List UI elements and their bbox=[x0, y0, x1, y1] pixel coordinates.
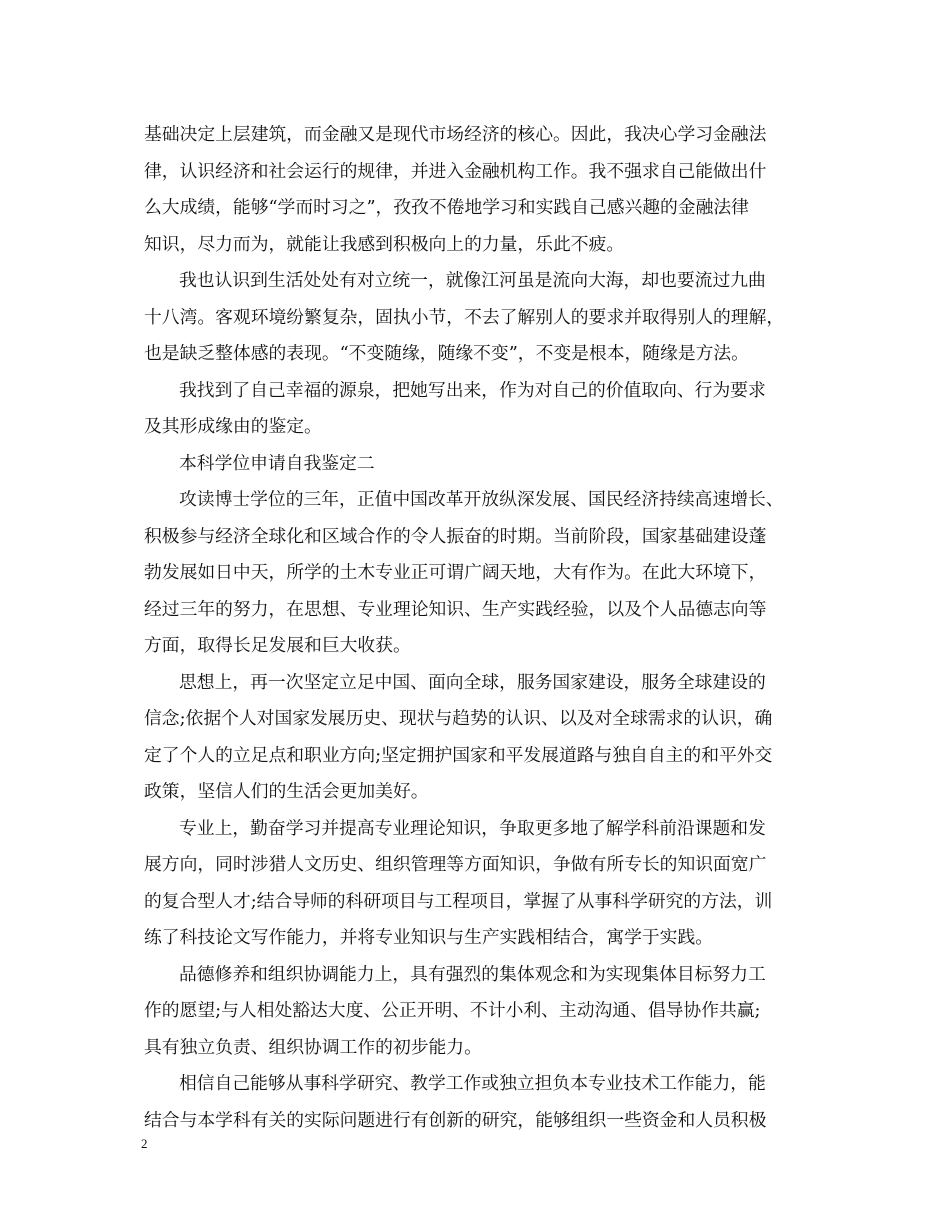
text-line: 积极参与经济全球化和区域合作的令人振奋的时期。当前阶段，国家基础建设蓬 bbox=[144, 525, 767, 547]
text-line: 定了个人的立足点和职业方向;坚定拥护国家和平发展道路与独自自主的和平外交 bbox=[144, 744, 773, 766]
text-line: 我找到了自己幸福的源泉，把她写出来，作为对自己的价值取向、行为要求 bbox=[179, 379, 766, 401]
text-line: 思想上，再一次坚定立足中国、面向全球，服务国家建设，服务全球建设的 bbox=[179, 671, 766, 693]
text-line: 也是缺乏整体感的表现。“不变随缘，随缘不变”，不变是根本，随缘是方法。 bbox=[144, 343, 749, 364]
text-line: 的复合型人才;结合导师的科研项目与工程项目，掌握了从事科学研究的方法，训 bbox=[144, 890, 773, 912]
text-line: 政策，坚信人们的生活会更加美好。 bbox=[144, 781, 429, 802]
text-line: 专业上，勤奋学习并提高专业理论知识，争取更多地了解学科前沿课题和发 bbox=[179, 817, 766, 839]
text-line: 攻读博士学位的三年，正值中国改革开放纵深发展、国民经济持续高速增长、 bbox=[179, 489, 784, 510]
text-line: 品德修养和组织协调能力上，具有强烈的集体观念和为实现集体目标努力工 bbox=[179, 963, 766, 985]
document-body bbox=[144, 117, 829, 1139]
text-line: 作的愿望;与人相处豁达大度、公正开明、不计小利、主动沟通、倡导协作共赢; bbox=[144, 1000, 761, 1021]
text-line: 律，认识经济和社会运行的规律，并进入金融机构工作。我不强求自己能做出什 bbox=[144, 160, 767, 182]
text-line: 练了科技论文写作能力，并将专业知识与生产实践相结合，寓学于实践。 bbox=[144, 927, 714, 948]
text-line: 信念;依据个人对国家发展历史、现状与趋势的认识、以及对全球需求的认识，确 bbox=[144, 708, 773, 729]
text-line: 基础决定上层建筑，而金融又是现代市场经济的核心。因此，我决心学习金融法 bbox=[144, 124, 767, 145]
page-number: 2 bbox=[141, 1136, 148, 1151]
text-line: 知识，尽力而为，就能让我感到积极向上的力量，乐此不疲。 bbox=[144, 233, 625, 255]
text-line: 方面，取得长足发展和巨大收获。 bbox=[144, 635, 411, 656]
text-line: 经过三年的努力，在思想、专业理论知识、生产实践经验，以及个人品德志向等 bbox=[144, 598, 767, 620]
text-line: 及其形成缘由的鉴定。 bbox=[144, 416, 322, 437]
text-line: 我也认识到生活处处有对立统一，就像江河虽是流向大海，却也要流过九曲 bbox=[179, 270, 766, 291]
text-line: 展方向，同时涉猎人文历史、组织管理等方面知识，争做有所专长的知识面宽广 bbox=[144, 854, 767, 875]
text-line: 本科学位申请自我鉴定二 bbox=[179, 452, 375, 474]
text-line: 相信自己能够从事科学研究、教学工作或独立担负本专业技术工作能力，能 bbox=[179, 1073, 766, 1094]
text-line: 十八湾。客观环境纷繁复杂，固执小节，不去了解别人的要求并取得别人的理解， bbox=[144, 306, 785, 328]
text-line: 结合与本学科有关的实际问题进行有创新的研究，能够组织一些资金和人员积极 bbox=[144, 1109, 767, 1131]
text-line: 勃发展如日中天，所学的土木专业正可谓广阔天地，大有作为。在此大环境下， bbox=[144, 562, 767, 583]
text-line: 么大成绩，能够“学而时习之”，孜孜不倦地学习和实践自己感兴趣的金融法律 bbox=[144, 197, 749, 218]
text-line: 具有独立负责、组织协调工作的初步能力。 bbox=[144, 1036, 482, 1058]
